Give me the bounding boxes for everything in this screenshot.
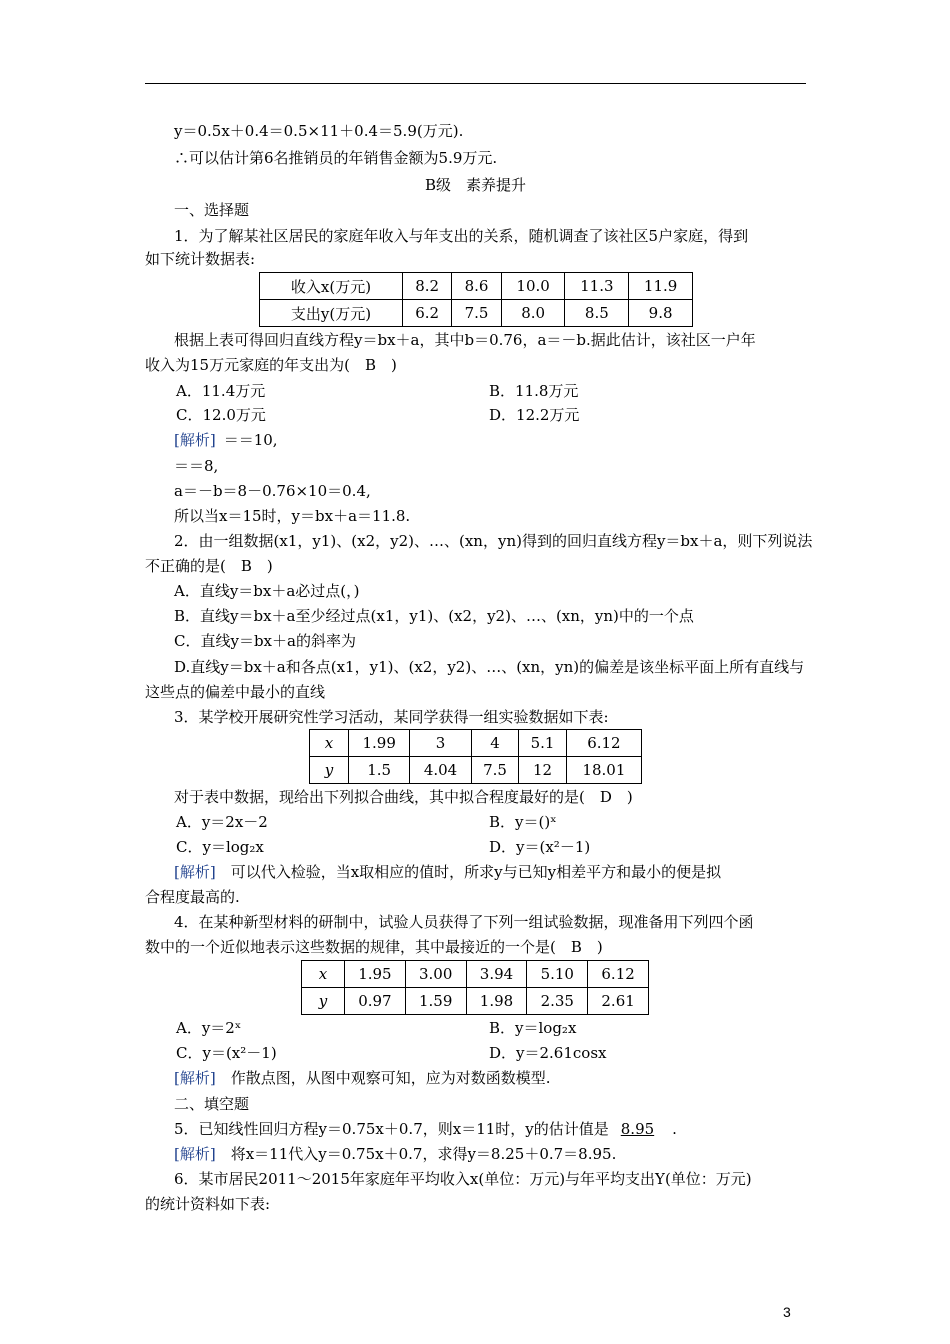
table-cell: 3 bbox=[410, 730, 471, 757]
table-cell: 5.1 bbox=[519, 730, 567, 757]
table-row bbox=[310, 757, 642, 784]
analysis-text: 作散点图，从图中观察可知，应为对数函数模型. bbox=[215, 1069, 551, 1087]
table-cell: 8.5 bbox=[565, 300, 629, 327]
table-cell: 18.01 bbox=[566, 757, 641, 784]
q3-option-d: D．y＝(x²－1) bbox=[489, 838, 591, 856]
analysis-text: 将x＝11代入y＝0.75x＋0.7，求得y＝8.25＋0.7＝8.95. bbox=[215, 1145, 617, 1163]
q1-analysis-line-3: a＝－b＝8－0.76×10＝0.4, bbox=[174, 482, 371, 500]
table-cell: 0.97 bbox=[345, 988, 406, 1015]
table-cell: 6.2 bbox=[403, 300, 452, 327]
q1-option-c: C．12.0万元 bbox=[176, 406, 266, 424]
part1-title: 一、选择题 bbox=[174, 201, 250, 219]
table-cell: 8.6 bbox=[452, 273, 501, 300]
intro-line-1: y＝0.5x＋0.4＝0.5×11＋0.4＝5.9(万元). bbox=[174, 122, 464, 140]
q1-data-table bbox=[259, 272, 693, 327]
table-cell: 5.10 bbox=[527, 961, 588, 988]
header-rule bbox=[145, 83, 806, 84]
table-cell: 11.9 bbox=[629, 273, 693, 300]
part2-title: 二、填空题 bbox=[174, 1095, 250, 1113]
q3-option-b: B．y＝()ˣ bbox=[489, 813, 557, 831]
q3-stem: 3．某学校开展研究性学习活动，某同学获得一组实验数据如下表: bbox=[174, 708, 609, 726]
table-cell: 8.0 bbox=[501, 300, 565, 327]
table-cell: 1.59 bbox=[405, 988, 466, 1015]
table-cell: y bbox=[310, 757, 349, 784]
table-cell: 1.95 bbox=[345, 961, 406, 988]
q1-analysis-line-2: ＝＝8, bbox=[174, 457, 219, 475]
table-cell: 6.12 bbox=[566, 730, 641, 757]
table-cell: 11.3 bbox=[565, 273, 629, 300]
table-row bbox=[260, 273, 693, 300]
q4-stem-line-2: 数中的一个近似地表示这些数据的规律，其中最接近的一个是( B ) bbox=[145, 938, 603, 956]
analysis-tag: [解析] bbox=[174, 863, 216, 881]
q4-option-c: C．y＝(x²－1) bbox=[176, 1044, 277, 1062]
table-cell: 7.5 bbox=[452, 300, 501, 327]
table-cell: 2.61 bbox=[588, 988, 649, 1015]
table-row bbox=[310, 730, 642, 757]
q1-option-d: D．12.2万元 bbox=[489, 406, 580, 424]
q2-option-b: B．直线y＝bx＋a至少经过点(x1，y1)、(x2，y2)、…、(xn，yn)中的一个点 bbox=[174, 607, 694, 625]
table-cell: 4 bbox=[471, 730, 519, 757]
table-cell: x bbox=[310, 730, 349, 757]
q3-option-a: A．y＝2x－2 bbox=[176, 813, 268, 831]
table-cell: 1.98 bbox=[466, 988, 527, 1015]
q1-after-line-1: 根据上表可得回归直线方程y＝bx＋a，其中b＝0.76，a＝－b.据此估计，该社区一户年 bbox=[174, 331, 756, 349]
table-cell: 9.8 bbox=[629, 300, 693, 327]
table-row bbox=[302, 988, 649, 1015]
q2-stem-line-1: 2．由一组数据(x1，y1)、(x2，y2)、…、(xn，yn)得到的回归直线方程y＝bx＋a，则下列说法 bbox=[174, 532, 813, 550]
section-title: B级 素养提升 bbox=[424, 176, 527, 194]
q2-option-d-line-2: 这些点的偏差中最小的直线 bbox=[145, 683, 326, 701]
table-cell: 12 bbox=[519, 757, 567, 784]
q4-analysis-line-1 bbox=[174, 1068, 551, 1088]
table-cell: 7.5 bbox=[471, 757, 519, 784]
q5-analysis-line-1 bbox=[174, 1144, 616, 1164]
q3-analysis-line-1 bbox=[174, 862, 721, 882]
q1-analysis-line-1 bbox=[174, 430, 278, 450]
table-cell: 2.35 bbox=[527, 988, 588, 1015]
analysis-tag: [解析] bbox=[174, 1145, 216, 1163]
analysis-text: 可以代入检验，当x取相应的值时，所求y与已知y相差平方和最小的便是拟 bbox=[215, 863, 722, 881]
table-cell: 支出y(万元) bbox=[260, 300, 403, 327]
q3-data-table bbox=[309, 729, 642, 784]
q5-stem-end: . bbox=[672, 1120, 677, 1138]
q2-option-d-line-1: D.直线y＝bx＋a和各点(x1，y1)、(x2，y2)、…、(xn，yn)的偏差是该坐标平面上所有直线与 bbox=[174, 658, 805, 676]
q4-option-d: D．y＝2.61cosx bbox=[489, 1044, 607, 1062]
table-row bbox=[260, 300, 693, 327]
q2-option-a: A．直线y＝bx＋a必过点(，) bbox=[174, 582, 360, 600]
q3-after: 对于表中数据，现给出下列拟合曲线，其中拟合程度最好的是( D ) bbox=[174, 788, 633, 806]
q5-answer: 8.95 bbox=[620, 1120, 655, 1138]
table-cell: x bbox=[302, 961, 345, 988]
page-number: 3 bbox=[783, 1304, 791, 1320]
table-cell: 6.12 bbox=[588, 961, 649, 988]
q3-option-c: C．y＝log₂x bbox=[176, 838, 264, 856]
q4-option-a: A．y＝2ˣ bbox=[176, 1019, 242, 1037]
q2-option-c: C．直线y＝bx＋a的斜率为 bbox=[174, 632, 356, 650]
table-cell: 8.2 bbox=[403, 273, 452, 300]
table-cell: 收入x(万元) bbox=[260, 273, 403, 300]
analysis-tag: [解析] bbox=[174, 1069, 216, 1087]
q1-option-b: B．11.8万元 bbox=[489, 382, 579, 400]
q3-analysis-line-2: 合程度最高的. bbox=[145, 888, 240, 906]
q1-analysis-line-4: 所以当x＝15时，y＝bx＋a＝11.8. bbox=[174, 507, 411, 525]
q1-after-line-2: 收入为15万元家庭的年支出为( B ) bbox=[145, 356, 397, 374]
table-cell: y bbox=[302, 988, 345, 1015]
analysis-tag: [解析] bbox=[174, 431, 216, 449]
q6-stem-line-1: 6．某市居民2011～2015年家庭年平均收入x(单位：万元)与年平均支出Y(单位：万元) bbox=[174, 1170, 752, 1188]
analysis-text: ＝＝10, bbox=[223, 431, 278, 449]
q4-stem-line-1: 4．在某种新型材料的研制中，试验人员获得了下列一组试验数据，现准备用下列四个函 bbox=[174, 913, 754, 931]
table-cell: 4.04 bbox=[410, 757, 471, 784]
q1-stem-line-1: 1．为了解某社区居民的家庭年收入与年支出的关系，随机调查了该社区5户家庭，得到 bbox=[174, 227, 749, 245]
table-row bbox=[302, 961, 649, 988]
table-cell: 10.0 bbox=[501, 273, 565, 300]
q5-stem bbox=[174, 1119, 677, 1139]
q2-stem-line-2: 不正确的是( B ) bbox=[145, 557, 273, 575]
q5-stem-text: 5．已知线性回归方程y＝0.75x＋0.7，则x＝11时，y的估计值是 bbox=[174, 1120, 609, 1138]
intro-line-2: ∴可以估计第6名推销员的年销售金额为5.9万元. bbox=[174, 149, 498, 167]
q1-stem-line-2: 如下统计数据表: bbox=[145, 250, 256, 268]
table-cell: 3.00 bbox=[405, 961, 466, 988]
q4-data-table bbox=[301, 960, 649, 1015]
table-cell: 3.94 bbox=[466, 961, 527, 988]
q4-option-b: B．y＝log₂x bbox=[489, 1019, 577, 1037]
table-cell: 1.5 bbox=[349, 757, 410, 784]
table-cell: 1.99 bbox=[349, 730, 410, 757]
q1-option-a: A．11.4万元 bbox=[176, 382, 266, 400]
q6-stem-line-2: 的统计资料如下表: bbox=[145, 1195, 271, 1213]
